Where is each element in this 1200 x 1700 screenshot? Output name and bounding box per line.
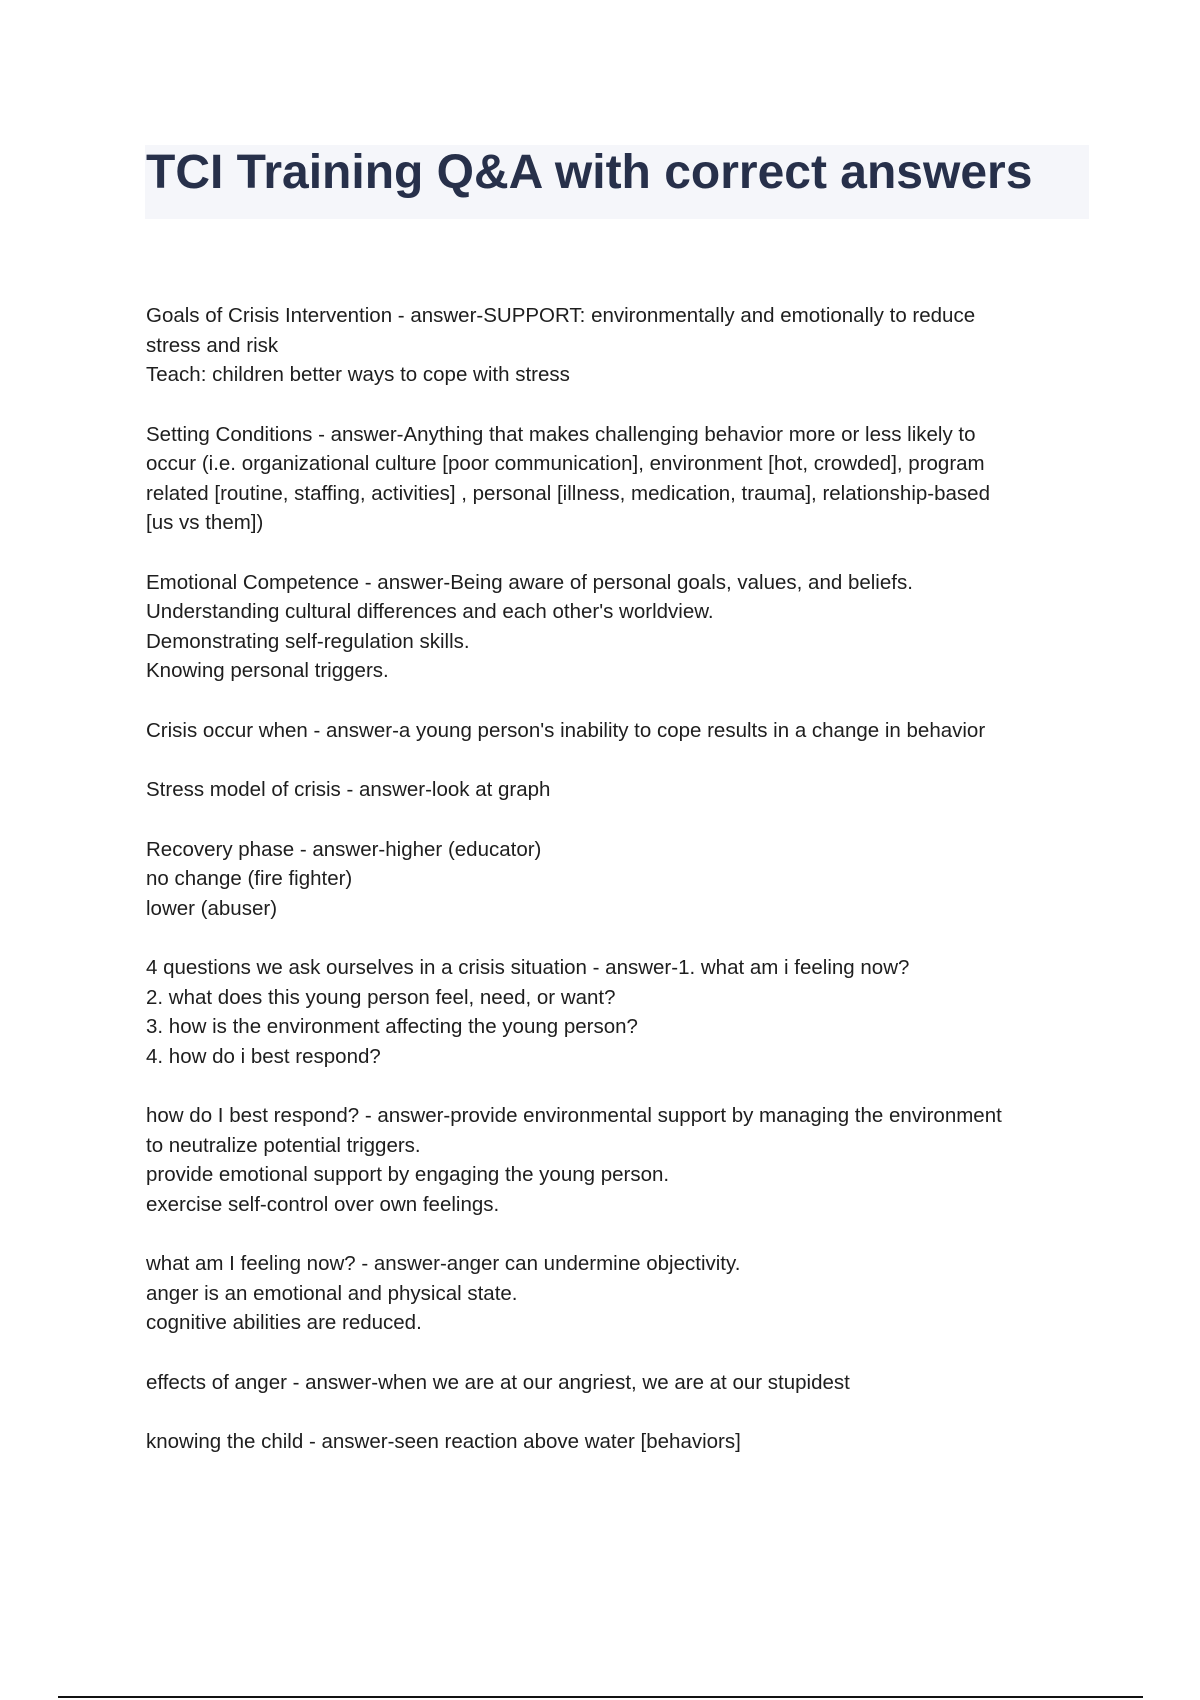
qa-item: [146, 1427, 1086, 1457]
qa-line: Setting Conditions - answer-Anything that makes challenging behavior more or less likely to: [146, 422, 976, 446]
qa-line: Demonstrating self-regulation skills.: [146, 629, 470, 653]
page-footer-rule: [58, 1696, 1143, 1698]
qa-line: provide emotional support by engaging the young person.: [146, 1163, 670, 1186]
qa-line: Emotional Competence - answer-Being aware of personal goals, values, and beliefs.: [146, 570, 913, 594]
qa-item: [146, 1249, 1086, 1338]
qa-line: anger is an emotional and physical state.: [146, 1281, 518, 1305]
qa-line: 4 questions we ask ourselves in a crisis situation - answer-1. what am i feeling now?: [146, 956, 910, 979]
qa-list: [146, 301, 1086, 1487]
qa-item: [146, 716, 1086, 746]
qa-line: lower (abuser): [146, 896, 278, 920]
qa-line: Recovery phase - answer-higher (educator): [146, 837, 542, 861]
qa-item: [146, 835, 1086, 924]
qa-item: [146, 420, 1086, 538]
qa-line: Understanding cultural differences and each other's worldview.: [146, 600, 714, 623]
qa-line: 2. what does this young person feel, need, or want?: [146, 985, 616, 1009]
qa-item: [146, 775, 1086, 805]
qa-line: exercise self-control over own feelings.: [146, 1192, 500, 1216]
qa-item: [146, 953, 1086, 1071]
qa-line: effects of anger - answer-when we are at our angriest, we are at our stupidest: [146, 1370, 850, 1394]
qa-line: occur (i.e. organizational culture [poor communication], environment [hot, crowded], program: [146, 452, 985, 475]
qa-line: 3. how is the environment affecting the young person?: [146, 1015, 638, 1038]
qa-line: what am I feeling now? - answer-anger can undermine objectivity.: [146, 1252, 741, 1275]
qa-line: Stress model of crisis - answer-look at graph: [146, 778, 551, 801]
qa-line: knowing the child - answer-seen reaction above water [behaviors]: [146, 1430, 741, 1453]
qa-line: Teach: children better ways to cope with stress: [146, 363, 570, 386]
qa-line: no change (fire fighter): [146, 867, 353, 890]
qa-line: Goals of Crisis Intervention - answer-SUPPORT: environmentally and emotionally to reduce: [146, 304, 976, 327]
qa-line: related [routine, staffing, activities] , personal [illness, medication, trauma], relationship-based: [146, 481, 990, 505]
qa-item: [146, 301, 1086, 390]
qa-item: [146, 1368, 1086, 1398]
qa-line: Crisis occur when - answer-a young person's inability to cope results in a change in behavior: [146, 718, 986, 742]
qa-line: how do I best respond? - answer-provide environmental support by managing the environment: [146, 1104, 1002, 1127]
qa-line: [us vs them]): [146, 511, 264, 534]
qa-line: Knowing personal triggers.: [146, 659, 389, 682]
qa-item: [146, 568, 1086, 686]
document-title: TCI Training Q&A with correct answers: [146, 146, 1033, 199]
qa-line: cognitive abilities are reduced.: [146, 1311, 422, 1334]
qa-line: 4. how do i best respond?: [146, 1044, 381, 1068]
qa-line: to neutralize potential triggers.: [146, 1133, 421, 1157]
qa-line: stress and risk: [146, 333, 279, 357]
qa-item: [146, 1101, 1086, 1219]
